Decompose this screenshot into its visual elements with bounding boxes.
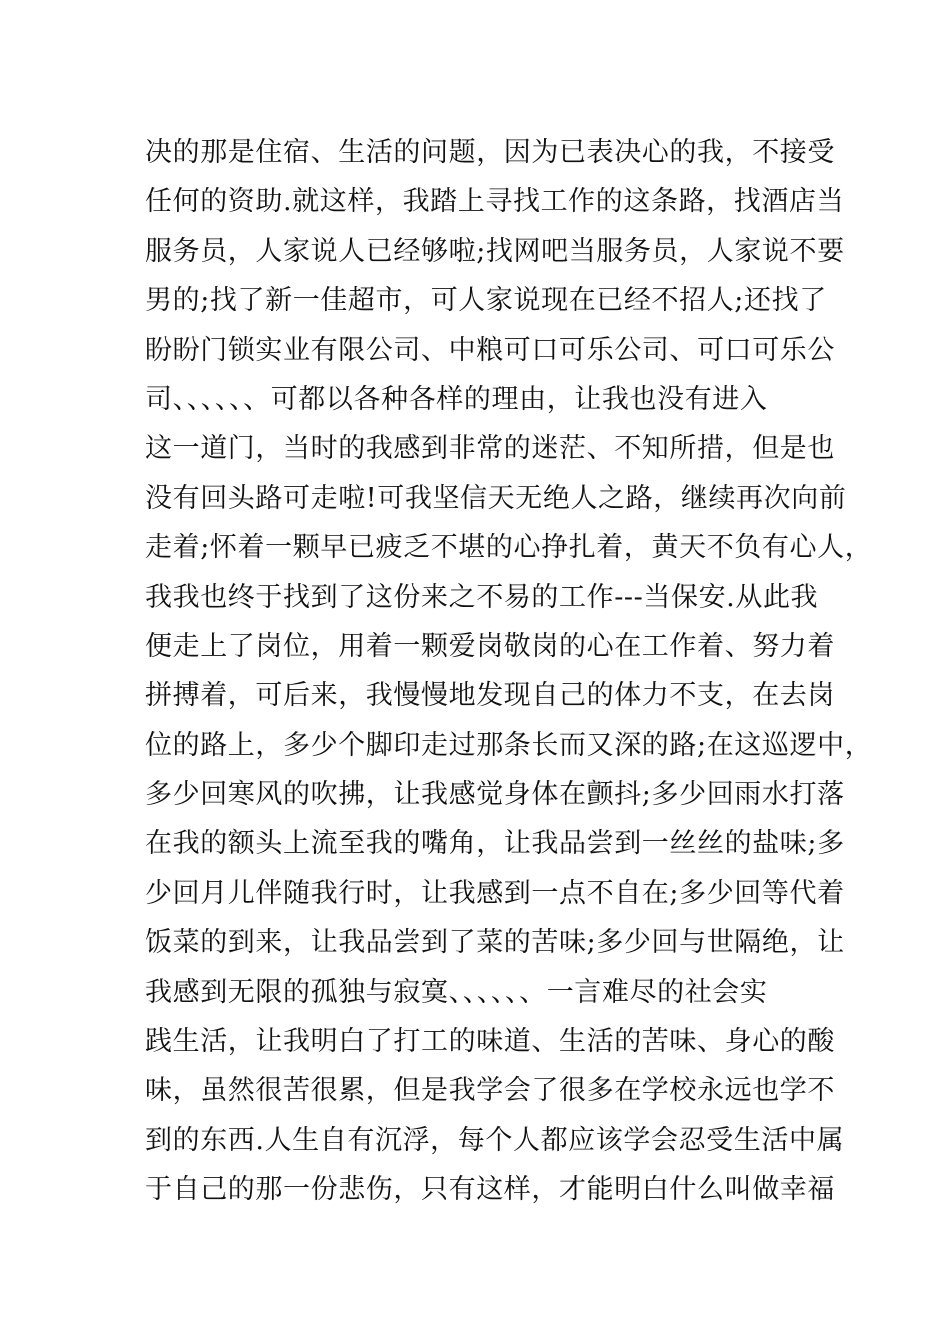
body-text xyxy=(145,128,873,1215)
text-line: 没有回头路可走啦!可我坚信天无绝人之路，继续再次向前 xyxy=(145,482,847,514)
text-line: 于自己的那一份悲伤，只有这样，才能明白什么叫做幸福 xyxy=(145,1174,835,1206)
text-line: 饭菜的到来，让我品尝到了菜的苦味;多少回与世隔绝，让 xyxy=(145,927,845,959)
text-line: 到的东西.人生自有沉浮，每个人都应该学会忍受生活中属 xyxy=(145,1124,845,1156)
text-line: 位的路上，多少个脚印走过那条长而又深的路;在这巡逻中， xyxy=(145,729,873,761)
text-line: 践生活，让我明白了打工的味道、生活的苦味、身心的酸 xyxy=(145,1026,835,1058)
text-line: 拼搏着，可后来，我慢慢地发现自己的体力不支，在去岗 xyxy=(145,680,835,712)
text-line: 走着;怀着一颗早已疲乏不堪的心挣扎着，黄天不负有心人， xyxy=(145,532,873,564)
text-line: 便走上了岗位，用着一颗爱岗敬岗的心在工作着、努力着 xyxy=(145,630,835,662)
text-line: 服务员，人家说人已经够啦;找网吧当服务员，人家说不要 xyxy=(145,235,845,267)
text-line: 男的;找了新一佳超市，可人家说现在已经不招人;还找了 xyxy=(145,285,827,317)
text-line: 味，虽然很苦很累，但是我学会了很多在学校永远也学不 xyxy=(145,1075,835,1107)
text-line: 这一道门，当时的我感到非常的迷茫、不知所措，但是也 xyxy=(145,433,835,465)
text-line: 盼盼门锁实业有限公司、中粮可口可乐公司、可口可乐公 xyxy=(145,334,835,366)
text-line: 我感到无限的孤独与寂寞、、、、、、一言难尽的社会实 xyxy=(145,976,768,1008)
text-line: 少回月儿伴随我行时，让我感到一点不自在;多少回等代着 xyxy=(145,877,845,909)
text-line: 我我也终于找到了这份来之不易的工作---当保安.从此我 xyxy=(145,581,819,613)
text-line: 多少回寒风的吹拂，让我感觉身体在颤抖;多少回雨水打落 xyxy=(145,779,845,811)
text-line: 在我的额头上流至我的嘴角，让我品尝到一丝丝的盐味;多 xyxy=(145,828,845,860)
text-line: 任何的资助.就这样，我踏上寻找工作的这条路，找酒店当 xyxy=(145,186,845,218)
text-line: 司、、、、、、可都以各种各样的理由，让我也没有进入 xyxy=(145,383,768,415)
text-line: 决的那是住宿、生活的问题，因为已表决心的我，不接受 xyxy=(145,137,835,168)
